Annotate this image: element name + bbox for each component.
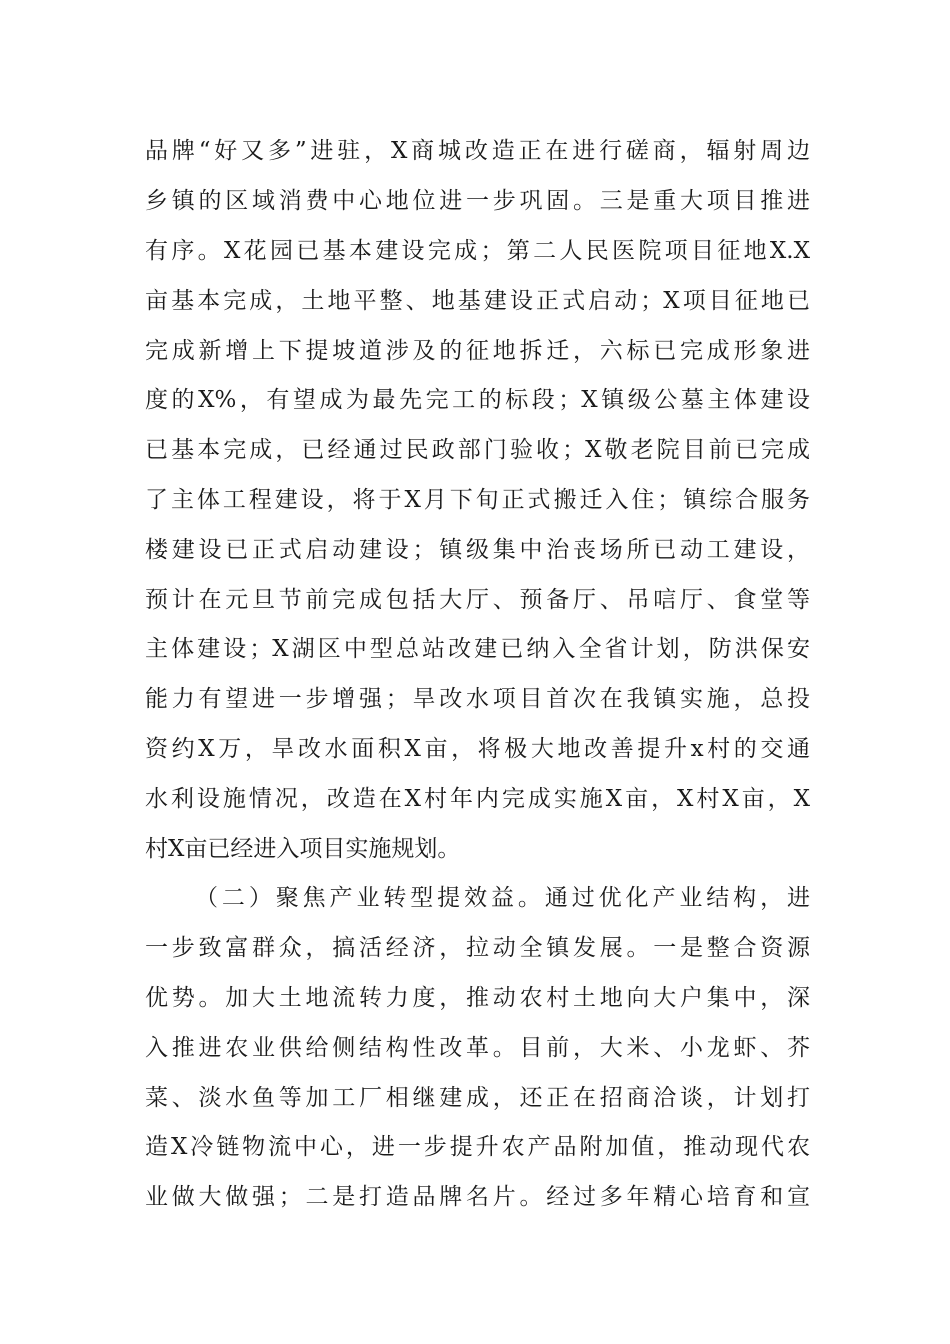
text-line: 资约X万，旱改水面积X亩，将极大地改善提升x村的交通 <box>145 736 810 762</box>
text-line: 完成新增上下提坡道涉及的征地拆迁，六标已完成形象进 <box>145 338 810 364</box>
text-line: 有序。X花园已基本建设完成；第二人民医院项目征地X.X <box>145 238 810 264</box>
text-line: 楼建设已正式启动建设；镇级集中治丧场所已动工建设， <box>145 537 810 563</box>
text-line: 一步致富群众，搞活经济，拉动全镇发展。一是整合资源 <box>145 935 810 961</box>
text-line: 了主体工程建设，将于X月下旬正式搬迁入住；镇综合服务 <box>145 487 810 513</box>
text-line: 入推进农业供给侧结构性改革。目前，大米、小龙虾、芥 <box>145 1035 810 1061</box>
text-line: 预计在元旦节前完成包括大厅、预备厅、吊唁厅、食堂等 <box>145 587 810 613</box>
text-line: 造X冷链物流中心，进一步提升农产品附加值，推动现代农 <box>145 1134 810 1160</box>
text-line: 水利设施情况，改造在X村年内完成实施X亩，X村X亩，X <box>145 786 810 812</box>
text-line: 度的X%，有望成为最先完工的标段；X镇级公墓主体建设 <box>145 387 810 413</box>
text-line: 亩基本完成，土地平整、地基建设正式启动；X项目征地已 <box>145 288 810 314</box>
section-heading-line: （二）聚焦产业转型提效益。通过优化产业结构，进 <box>195 885 810 911</box>
text-line: 菜、淡水鱼等加工厂相继建成，还正在招商洽谈，计划打 <box>145 1085 810 1111</box>
text-line: 主体建设；X湖区中型总站改建已纳入全省计划，防洪保安 <box>145 636 810 662</box>
text-line: 品牌“好又多”进驻，X商城改造正在进行磋商，辐射周边 <box>145 138 810 164</box>
text-line: 能力有望进一步增强；旱改水项目首次在我镇实施，总投 <box>145 686 810 712</box>
text-line: 业做大做强；二是打造品牌名片。经过多年精心培育和宣 <box>145 1184 810 1210</box>
text-line: 已基本完成，已经通过民政部门验收；X敬老院目前已完成 <box>145 437 810 463</box>
text-line: 乡镇的区域消费中心地位进一步巩固。三是重大项目推进 <box>145 188 810 214</box>
text-line: 村X亩已经进入项目实施规划。 <box>145 836 461 862</box>
text-line: 优势。加大土地流转力度，推动农村土地向大户集中，深 <box>145 985 810 1011</box>
